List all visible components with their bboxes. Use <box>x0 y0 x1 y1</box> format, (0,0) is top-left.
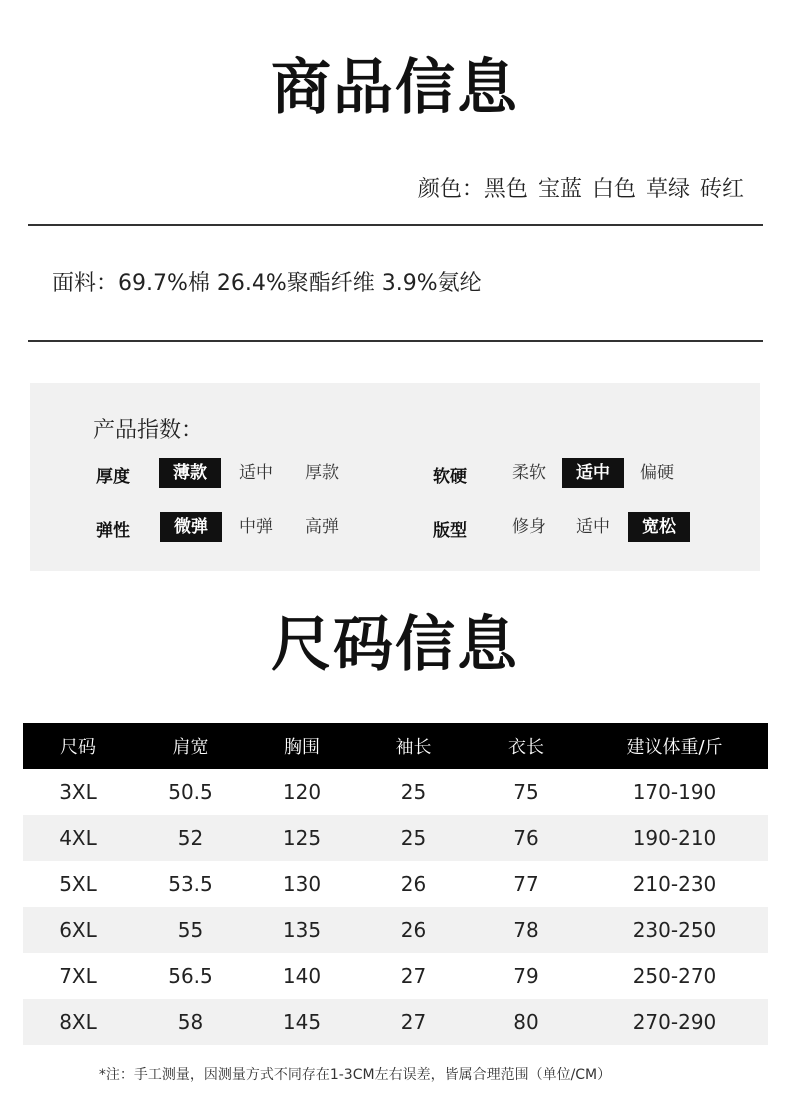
color-options <box>418 172 744 203</box>
cell-size: 6XL <box>23 907 133 953</box>
header-weight: 建议体重/斤 <box>581 723 768 769</box>
product-index-title: 产品指数： <box>93 418 204 443</box>
attr-option: 厚款 <box>305 463 339 483</box>
cell-weight: 190-210 <box>581 815 768 861</box>
attr-option: 中弹 <box>239 517 273 537</box>
attr-option-selected: 薄款 <box>159 458 221 488</box>
colors-label: 颜色： <box>417 177 484 202</box>
cell-weight: 210-230 <box>632 872 717 896</box>
cell-length: 80 <box>471 999 581 1045</box>
measurement-note: *注：手工测量，因测量方式不同存在1-3CM左右误差，皆属合理范围（单位/CM） <box>98 1067 612 1083</box>
cell-size: 7XL <box>59 964 97 988</box>
header-shoulder: 肩宽 <box>133 723 248 769</box>
attr-option-selected: 适中 <box>562 458 624 488</box>
table-row <box>23 861 768 907</box>
color-grass-green: 草绿 <box>645 177 690 202</box>
color-white: 白色 <box>591 177 636 202</box>
color-royal-blue: 宝蓝 <box>537 177 582 202</box>
cell-sleeve: 25 <box>356 815 471 861</box>
cell-size: 4XL <box>23 815 133 861</box>
cell-chest: 120 <box>282 780 322 804</box>
product-info-title: 商品信息 <box>271 53 519 123</box>
cell-chest: 140 <box>282 964 322 988</box>
cell-chest: 135 <box>248 907 356 953</box>
product-index-panel <box>30 383 760 571</box>
cell-weight: 170-190 <box>632 780 717 804</box>
attr-name: 厚度 <box>96 467 130 487</box>
table-row <box>23 907 768 953</box>
cell-size: 3XL <box>59 780 97 804</box>
size-info-title: 尺码信息 <box>271 610 519 680</box>
cell-chest: 145 <box>248 999 356 1045</box>
divider <box>28 224 763 226</box>
attr-option: 修身 <box>512 517 546 537</box>
attr-option: 偏硬 <box>640 463 674 483</box>
cell-shoulder: 56.5 <box>168 964 213 988</box>
cell-shoulder: 53.5 <box>168 872 213 896</box>
cell-shoulder: 52 <box>133 815 248 861</box>
cell-length: 77 <box>513 872 539 896</box>
cell-size: 8XL <box>23 999 133 1045</box>
attr-option-selected: 微弹 <box>160 512 222 542</box>
cell-length: 76 <box>471 815 581 861</box>
cell-weight: 250-270 <box>632 964 717 988</box>
fabric-composition: 面料：69.7%棉 26.4%聚酯纤维 3.9%氨纶 <box>52 271 482 296</box>
cell-length: 75 <box>513 780 539 804</box>
cell-sleeve: 27 <box>400 964 427 988</box>
cell-weight: 230-250 <box>581 907 768 953</box>
size-table <box>23 723 768 1045</box>
table-row <box>23 999 768 1045</box>
cell-sleeve: 26 <box>356 907 471 953</box>
attr-option-selected: 宽松 <box>628 512 690 542</box>
attr-name: 版型 <box>433 521 467 541</box>
cell-chest: 125 <box>248 815 356 861</box>
cell-sleeve: 26 <box>400 872 427 896</box>
attr-option: 高弹 <box>305 517 339 537</box>
header-length: 衣长 <box>471 723 581 769</box>
cell-shoulder: 50.5 <box>168 780 213 804</box>
attr-name: 软硬 <box>433 467 467 487</box>
cell-length: 78 <box>471 907 581 953</box>
cell-size: 5XL <box>59 872 97 896</box>
cell-chest: 130 <box>282 872 322 896</box>
cell-shoulder: 58 <box>133 999 248 1045</box>
attr-option: 适中 <box>576 517 610 537</box>
color-black: 黑色 <box>483 177 528 202</box>
attr-name: 弹性 <box>96 521 130 541</box>
size-table-header <box>23 723 768 769</box>
header-sleeve: 袖长 <box>356 723 471 769</box>
header-size: 尺码 <box>23 723 133 769</box>
cell-weight: 270-290 <box>581 999 768 1045</box>
header-chest: 胸围 <box>248 723 356 769</box>
color-brick-red: 砖红 <box>699 177 744 202</box>
cell-sleeve: 25 <box>400 780 427 804</box>
attr-option: 柔软 <box>512 463 546 483</box>
cell-sleeve: 27 <box>356 999 471 1045</box>
table-row <box>23 815 768 861</box>
table-row <box>23 953 768 999</box>
table-row <box>23 769 768 815</box>
attr-option: 适中 <box>239 463 273 483</box>
cell-length: 79 <box>513 964 539 988</box>
cell-shoulder: 55 <box>133 907 248 953</box>
divider <box>28 340 763 342</box>
